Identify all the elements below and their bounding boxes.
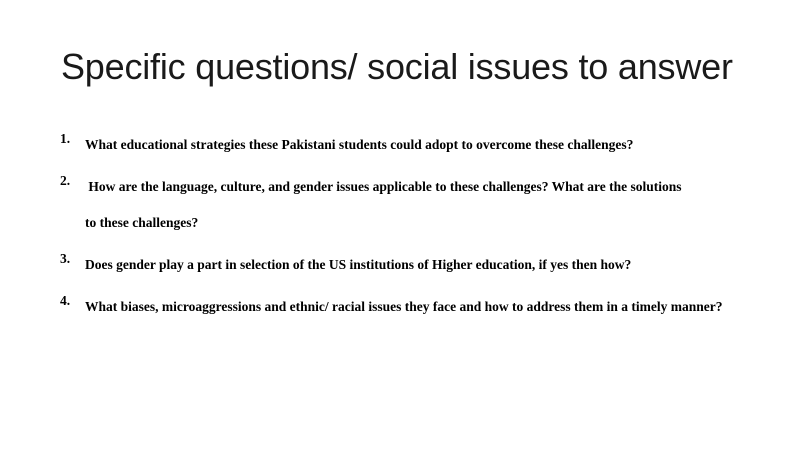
list-item-text: Does gender play a part in selection of the US institutions of Higher education, if yes then how? — [85, 257, 632, 272]
list-item — [60, 247, 760, 283]
list-item-text: How are the language, culture, and gender issues applicable to these challenges? What are the solutions to these challenges? — [85, 179, 685, 230]
list-item — [60, 289, 760, 325]
list-item — [60, 169, 760, 241]
list-item-number: 1. — [60, 131, 71, 146]
slide-title: Specific questions/ social issues to answer — [61, 46, 733, 87]
list-item-text: What educational strategies these Pakistani students could adopt to overcome these challenges? — [85, 137, 634, 152]
question-list — [60, 133, 760, 337]
list-item-text: What biases, microaggressions and ethnic/ racial issues they face and how to address them in a timely manner? — [85, 299, 723, 314]
list-item-number: 3. — [60, 251, 71, 266]
list-item — [60, 127, 760, 163]
list-item-number: 2. — [60, 173, 71, 188]
list-item-number: 4. — [60, 293, 71, 308]
